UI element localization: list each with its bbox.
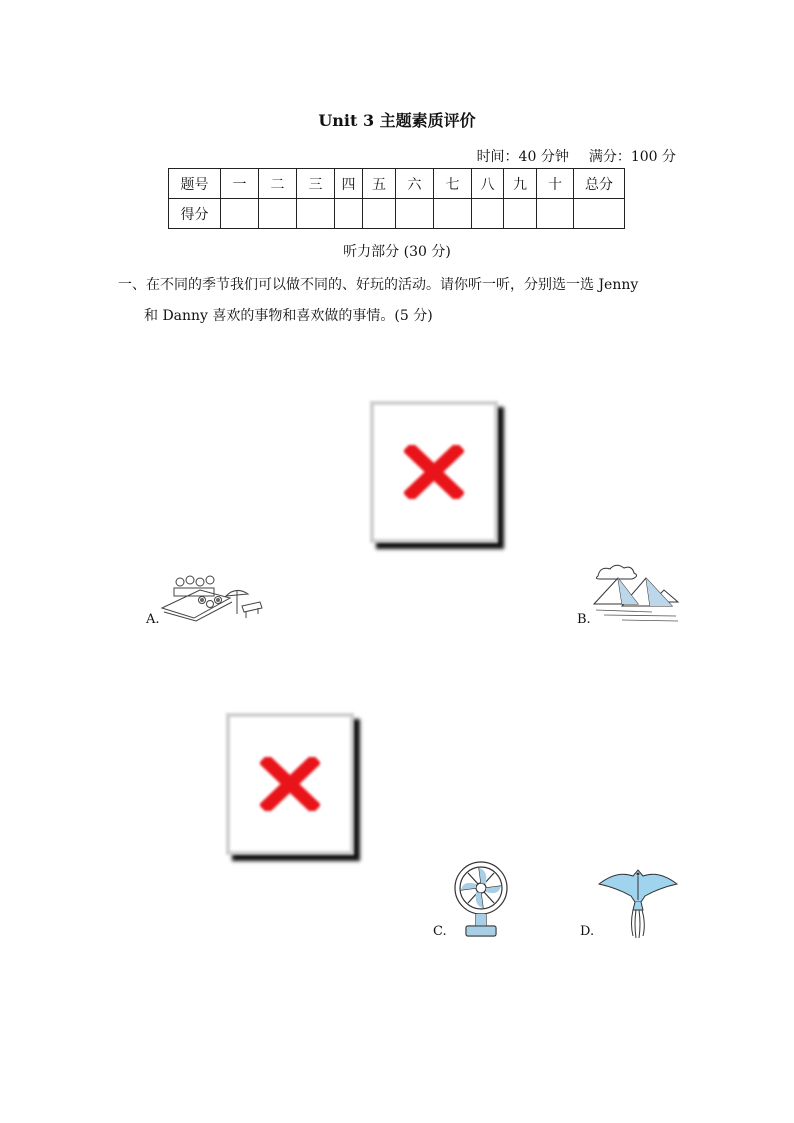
score-input-cell[interactable] <box>574 199 625 229</box>
option-label-a: A. <box>146 612 160 627</box>
score-table-cell: 十 <box>537 169 574 199</box>
option-label-b: B. <box>577 612 591 627</box>
score-input-cell[interactable] <box>537 199 574 229</box>
score-table-header-row <box>169 169 625 199</box>
score-input-cell[interactable] <box>504 199 537 229</box>
score-input-cell[interactable] <box>472 199 504 229</box>
score-table-cell: 七 <box>434 169 472 199</box>
score-table-cell: 题号 <box>169 169 221 199</box>
option-label-c: C. <box>433 924 447 939</box>
kite-icon <box>597 866 679 940</box>
option-label-d: D. <box>580 924 595 939</box>
score-input-cell[interactable] <box>363 199 396 229</box>
score-table-cell: 八 <box>472 169 504 199</box>
page-title: Unit 3 主题素质评价 <box>318 111 476 130</box>
score-input-cell[interactable] <box>297 199 335 229</box>
score-table-cell: 一 <box>221 169 259 199</box>
score-table-cell: 三 <box>297 169 335 199</box>
broken-image-icon <box>370 401 498 543</box>
exam-time: 时间：40 分钟 <box>476 149 569 165</box>
score-input-cell[interactable] <box>335 199 363 229</box>
score-table-score-row <box>169 199 625 229</box>
score-input-cell[interactable] <box>221 199 259 229</box>
broken-image-icon <box>226 713 354 855</box>
red-x-icon <box>260 757 320 811</box>
pyramids-icon <box>592 562 680 624</box>
red-x-icon <box>404 445 464 499</box>
score-input-cell[interactable] <box>434 199 472 229</box>
score-input-cell[interactable] <box>396 199 434 229</box>
exam-full-score: 满分：100 分 <box>588 149 676 165</box>
section-title: 听力部分 (30 分) <box>343 244 451 260</box>
score-input-cell[interactable] <box>259 199 297 229</box>
score-table-cell: 四 <box>335 169 363 199</box>
question-text-line: 一、在不同的季节我们可以做不同的、好玩的活动。请你听一听，分别选一选 Jenny <box>118 277 639 293</box>
question-text-line: 和 Danny 喜欢的事物和喜欢做的事情。(5 分) <box>144 308 433 324</box>
score-table-cell: 总分 <box>574 169 625 199</box>
swimming-pool-icon <box>160 574 264 622</box>
electric-fan-icon <box>452 860 510 940</box>
score-table-cell: 二 <box>259 169 297 199</box>
score-table-cell: 九 <box>504 169 537 199</box>
exam-info <box>477 146 676 166</box>
score-table-cell: 六 <box>396 169 434 199</box>
score-table <box>168 168 625 229</box>
question-1 <box>118 270 678 332</box>
score-table-cell: 五 <box>363 169 396 199</box>
score-table-cell: 得分 <box>169 199 221 229</box>
